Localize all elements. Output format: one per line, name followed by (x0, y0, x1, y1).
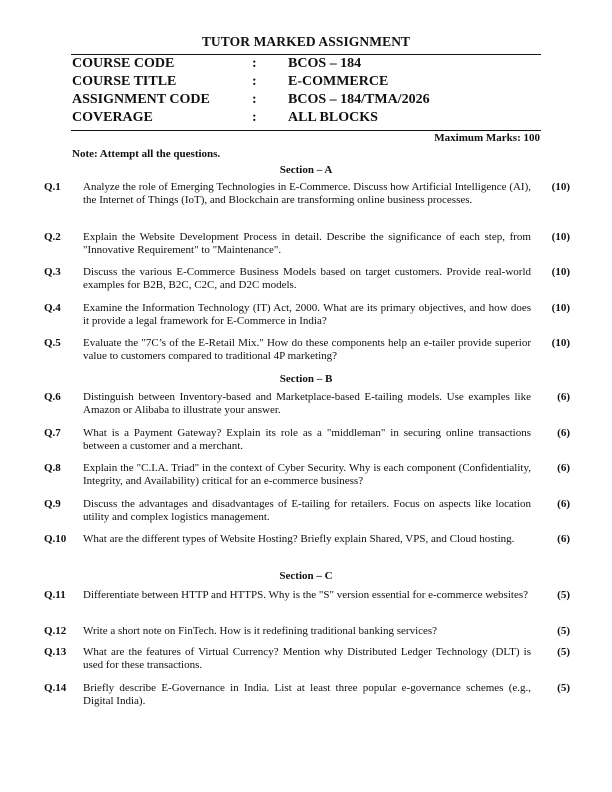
question-marks: (10) (551, 231, 570, 243)
header-bottom-rule (71, 130, 541, 131)
question-number: Q.8 (44, 462, 61, 474)
question-text: Differentiate between HTTP and HTTPS. Why is the "S" version essential for e-commerce websites? (83, 589, 528, 601)
question-text: Discuss the advantages and disadvantages of E-tailing for retailers. Focus on aspects like location utility and complex logistics management. (83, 498, 531, 523)
question-marks: (5) (557, 625, 570, 637)
meta-separator: : (252, 110, 257, 125)
meta-value: E-COMMERCE (288, 74, 389, 89)
meta-separator: : (252, 92, 257, 107)
question-number: Q.12 (44, 625, 67, 637)
question-number: Q.3 (44, 266, 61, 278)
question-marks: (6) (557, 462, 570, 474)
question-number: Q.2 (44, 231, 61, 243)
question-number: Q.6 (44, 391, 61, 403)
meta-label: COURSE CODE (72, 56, 175, 71)
meta-label: COVERAGE (72, 110, 153, 125)
meta-label: ASSIGNMENT CODE (72, 92, 210, 107)
question-number: Q.7 (44, 427, 61, 439)
question-number: Q.1 (44, 181, 61, 193)
question-text: What is a Payment Gateway? Explain its role as a "middleman" in securing online transactions between a customer and a merchant. (83, 427, 531, 452)
question-marks: (5) (557, 646, 570, 658)
question-text: What are the different types of Website Hosting? Briefly explain Shared, VPS, and Cloud hosting. (83, 533, 515, 545)
question-text: Examine the Information Technology (IT) Act, 2000. What are its primary objectives, and how does it provide a legal framework for E-Commerce in India? (83, 302, 531, 327)
question-text: Write a short note on FinTech. How is it redefining traditional banking services? (83, 625, 438, 637)
question-text: Analyze the role of Emerging Technologies in E-Commerce. Discuss how Artificial Intelligence (AI), the Internet of Things (IoT), and Blockchain are transforming online business processes. (83, 181, 531, 206)
question-text: What are the features of Virtual Currency? Mention why Distributed Ledger Technology (DLT) is used for these transactions. (83, 646, 531, 671)
question-number: Q.5 (44, 337, 61, 349)
question-text: Evaluate the "7C’s of the E-Retail Mix." How do these components help an e-tailer provide superior value to customers compared to traditional 4P marketing? (83, 337, 531, 362)
question-text: Discuss the various E-Commerce Business Models based on target customers. Provide real-world examples for B2B, B2C, C2C, and D2C models. (83, 266, 531, 291)
question-number: Q.4 (44, 302, 61, 314)
meta-value: ALL BLOCKS (288, 110, 378, 125)
question-number: Q.13 (44, 646, 67, 658)
header-top-rule (71, 54, 541, 55)
document-title: TUTOR MARKED ASSIGNMENT (201, 34, 411, 49)
meta-separator: : (252, 74, 257, 89)
question-number: Q.11 (44, 589, 66, 601)
question-marks: (6) (557, 391, 570, 403)
question-text: Distinguish between Inventory-based and Marketplace-based E-tailing models. Use examples like Amazon or Alibaba to illustrate your answer. (83, 391, 531, 416)
question-marks: (5) (557, 589, 570, 601)
maximum-marks: Maximum Marks: 100 (434, 132, 540, 144)
question-text: Briefly describe E-Governance in India. List at least three popular e-governance schemes (e.g., Digital India). (83, 682, 531, 707)
question-number: Q.9 (44, 498, 61, 510)
question-marks: (6) (557, 533, 570, 545)
meta-value: BCOS – 184/TMA/2026 (288, 92, 430, 107)
question-marks: (10) (551, 302, 570, 314)
question-text: Explain the "C.I.A. Triad" in the context of Cyber Security. Why is each component (Confidentiality, Integrity, and Availability) critical for an e-commerce business? (83, 462, 531, 487)
question-marks: (6) (557, 498, 570, 510)
section-heading-c: Section – C (279, 570, 333, 582)
meta-separator: : (252, 56, 257, 71)
question-marks: (10) (551, 337, 570, 349)
section-heading-a: Section – A (279, 164, 333, 176)
meta-value: BCOS – 184 (288, 56, 362, 71)
question-number: Q.14 (44, 682, 67, 694)
question-text: Explain the Website Development Process in detail. Describe the significance of each step, from "Innovative Requirement" to "Maintenance". (83, 231, 531, 256)
instructions-note: Note: Attempt all the questions. (72, 148, 221, 160)
question-marks: (10) (551, 266, 570, 278)
meta-label: COURSE TITLE (72, 74, 177, 89)
question-number: Q.10 (44, 533, 67, 545)
section-heading-b: Section – B (279, 373, 333, 385)
question-marks: (10) (551, 181, 570, 193)
question-marks: (5) (557, 682, 570, 694)
question-marks: (6) (557, 427, 570, 439)
